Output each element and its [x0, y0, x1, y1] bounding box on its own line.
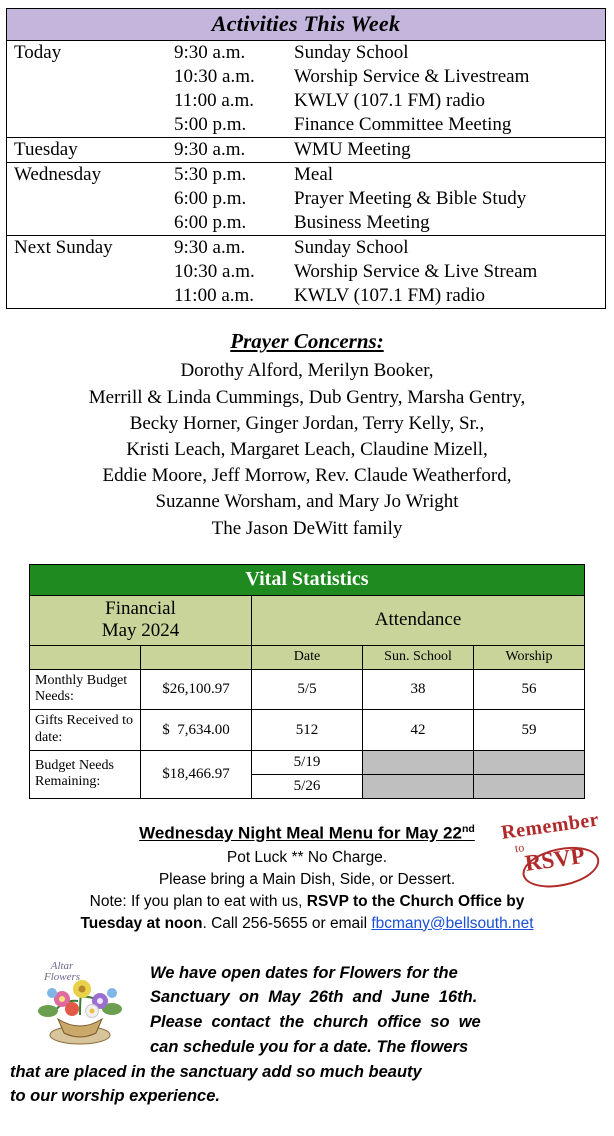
activities-day: Wednesday — [14, 164, 102, 186]
activities-title: Activities This Week — [7, 9, 606, 41]
activities-group-row — [7, 41, 606, 138]
table-row — [7, 163, 605, 187]
attendance-sunday-school — [363, 774, 474, 798]
activities-header-row — [7, 9, 606, 41]
vital-title-row — [30, 564, 585, 595]
financial-value: $18,466.97 — [141, 750, 252, 798]
attendance-col-date: Date — [252, 645, 363, 669]
altar-flowers-line: Please contact the church office so we — [150, 1013, 481, 1032]
table-row — [7, 260, 605, 284]
attendance-date: 5/19 — [252, 750, 363, 774]
meal-contact-text: . Call 256-5655 or email — [202, 914, 372, 932]
prayer-concerns-heading: Prayer Concerns: — [230, 329, 384, 354]
activities-day: Tuesday — [14, 139, 78, 161]
attendance-sunday-school: 38 — [363, 669, 474, 710]
activities-day-spacer — [7, 211, 174, 235]
activities-time: 9:30 a.m. — [174, 237, 246, 259]
activities-group-next-sunday — [7, 236, 605, 308]
meal-menu-line1: Pot Luck ** No Charge. — [226, 848, 388, 866]
activities-time: 5:30 p.m. — [174, 164, 247, 186]
activities-time: 9:30 a.m. — [174, 42, 246, 63]
table-row — [7, 211, 605, 235]
bulletin-page — [0, 8, 614, 1136]
meal-menu-title-sup: nd — [461, 822, 475, 835]
activities-day-spacer — [7, 260, 174, 284]
activities-group-today — [7, 41, 605, 137]
financial-label: Monthly Budget Needs: — [30, 669, 141, 710]
activities-group-row — [7, 163, 606, 236]
attendance-sunday-school: 42 — [363, 710, 474, 751]
church-email-link[interactable]: fbcmany@bellsouth.net — [371, 914, 534, 932]
altar-flowers-label-line1: Altar — [50, 959, 74, 972]
altar-flowers-line: that are placed in the sanctuary add so much beauty — [10, 1062, 422, 1081]
attendance-worship — [474, 750, 585, 774]
prayer-concerns-section — [0, 329, 614, 542]
activities-event: Business Meeting — [294, 212, 430, 234]
activities-day: Today — [14, 42, 62, 63]
meal-note-bold: RSVP to the Church Office by — [306, 892, 525, 910]
activities-time: 11:00 a.m. — [174, 90, 255, 112]
financial-label: Gifts Received to date: — [30, 710, 141, 751]
activities-event: WMU Meeting — [294, 139, 411, 161]
financial-header-filler — [30, 645, 141, 669]
prayer-concerns-line: Dorothy Alford, Merilyn Booker, — [180, 360, 434, 382]
table-row — [7, 89, 605, 113]
activities-event: Worship Service & Livestream — [294, 66, 530, 88]
attendance-header: Attendance — [252, 595, 585, 645]
table-row — [7, 138, 605, 162]
table-row — [30, 710, 585, 751]
rsvp-stamp-line3: RSVP — [523, 842, 587, 876]
attendance-worship — [474, 774, 585, 798]
altar-flowers-image-label — [44, 961, 80, 983]
activities-event: Sunday School — [294, 42, 409, 63]
vital-statistics-table — [29, 564, 585, 799]
activities-time: 6:00 p.m. — [174, 188, 247, 210]
activities-time: 5:00 p.m. — [174, 114, 247, 136]
table-row — [30, 669, 585, 710]
activities-table — [6, 8, 606, 309]
altar-flowers-section — [0, 961, 614, 1121]
financial-header-filler — [141, 645, 252, 669]
activities-group-row — [7, 236, 606, 309]
attendance-date: 5/5 — [252, 669, 363, 710]
altar-flowers-line: to our worship experience. — [10, 1087, 220, 1106]
altar-flowers-label-line2: Flowers — [44, 970, 81, 983]
vital-subheader-row — [30, 595, 585, 645]
activities-event: Worship Service & Live Stream — [294, 261, 538, 283]
prayer-concerns-line: Kristi Leach, Margaret Leach, Claudine Mizell, — [126, 439, 488, 460]
prayer-concerns-line: Eddie Moore, Jeff Morrow, Rev. Claude Weatherford, — [102, 465, 512, 487]
table-row — [7, 113, 605, 137]
activities-time: 9:30 a.m. — [174, 139, 246, 161]
activities-event: Finance Committee Meeting — [294, 114, 512, 136]
activities-day: Next Sunday — [14, 237, 113, 259]
table-row — [7, 236, 605, 260]
rsvp-stamp-line1: Remember — [499, 808, 601, 844]
activities-event: Meal — [294, 164, 334, 186]
activities-event: KWLV (107.1 FM) radio — [294, 90, 486, 112]
activities-day-spacer — [7, 89, 174, 113]
attendance-columns-row — [30, 645, 585, 669]
rsvp-stamp — [497, 808, 611, 900]
meal-note-prefix: Note: If you plan to eat with us, — [89, 892, 307, 910]
attendance-date: 5/26 — [252, 774, 363, 798]
altar-flowers-line: We have open dates for Flowers for the — [150, 963, 458, 982]
activities-time: 10:30 a.m. — [174, 66, 255, 88]
prayer-concerns-line: Merrill & Linda Cummings, Dub Gentry, Marsha Gentry, — [88, 386, 526, 408]
prayer-concerns-line: The Jason DeWitt family — [211, 517, 403, 539]
altar-flowers-line: Sanctuary on May 26th and June 16th. — [150, 988, 478, 1007]
activities-time: 6:00 p.m. — [174, 212, 247, 234]
attendance-col-sunday-school: Sun. School — [363, 645, 474, 669]
meal-menu-line4 — [0, 913, 614, 935]
activities-day-spacer — [7, 284, 174, 308]
financial-header-line2: May 2024 — [101, 620, 180, 642]
rsvp-stamp-line2: to — [513, 840, 526, 856]
meal-menu-title-text: Wednesday Night Meal Menu for May 22 — [139, 823, 462, 843]
financial-value: $ 7,634.00 — [141, 710, 252, 751]
meal-menu-line2: Please bring a Main Dish, Side, or Dessert. — [158, 870, 456, 888]
altar-flowers-line: can schedule you for a date. The flowers — [150, 1037, 469, 1056]
vital-statistics-section — [29, 564, 585, 799]
activities-time: 11:00 a.m. — [174, 285, 255, 307]
activities-event: Prayer Meeting & Bible Study — [294, 188, 527, 210]
meal-menu-section — [0, 808, 614, 935]
financial-label-line1: Budget Needs — [35, 757, 114, 773]
activities-event: Sunday School — [294, 237, 409, 259]
table-row — [7, 41, 605, 65]
activities-day-spacer — [7, 113, 174, 137]
table-row — [7, 187, 605, 211]
activities-group-row — [7, 138, 606, 163]
financial-header — [30, 595, 252, 645]
table-row — [7, 284, 605, 308]
activities-day-spacer — [7, 65, 174, 89]
meal-deadline-bold: Tuesday at noon — [80, 914, 203, 932]
activities-time: 10:30 a.m. — [174, 261, 255, 283]
attendance-sunday-school — [363, 750, 474, 774]
financial-label — [30, 750, 141, 798]
activities-group-wednesday — [7, 163, 605, 235]
attendance-col-worship: Worship — [474, 645, 585, 669]
table-row — [30, 750, 585, 774]
financial-label-line2: Remaining: — [35, 774, 101, 790]
vital-statistics-title: Vital Statistics — [30, 564, 585, 595]
financial-value: $26,100.97 — [141, 669, 252, 710]
table-row — [7, 65, 605, 89]
prayer-concerns-line: Suzanne Worsham, and Mary Jo Wright — [155, 491, 459, 513]
activities-group-tuesday — [7, 138, 605, 162]
attendance-worship: 56 — [474, 669, 585, 710]
activities-event: KWLV (107.1 FM) radio — [294, 285, 486, 307]
attendance-worship: 59 — [474, 710, 585, 751]
activities-day-spacer — [7, 187, 174, 211]
financial-header-line1: Financial — [105, 597, 176, 619]
altar-flowers-indented-lines — [150, 961, 604, 1060]
attendance-date: 512 — [252, 710, 363, 751]
prayer-concerns-line: Becky Horner, Ginger Jordan, Terry Kelly, Sr., — [129, 412, 485, 434]
